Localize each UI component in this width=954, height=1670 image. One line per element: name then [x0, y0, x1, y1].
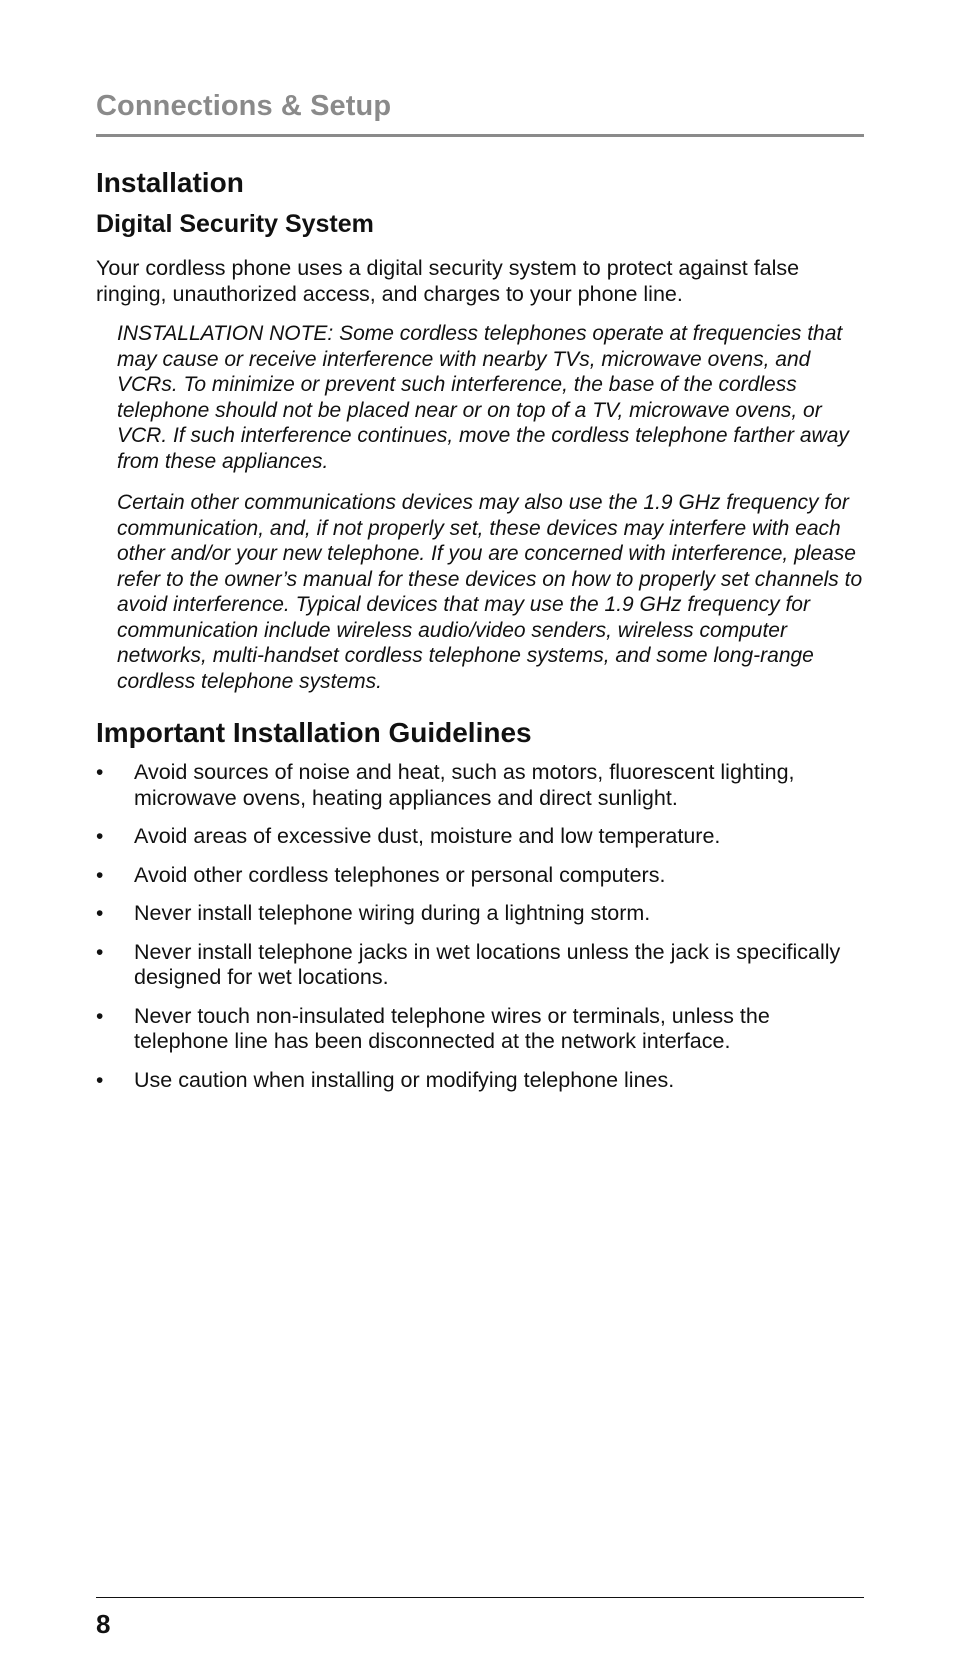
- subsection-title: Digital Security System: [96, 210, 374, 238]
- list-item: [96, 901, 864, 927]
- frequency-note: Certain other communications devices may also use the 1.9 GHz frequency for communication, and, if not properly set, these devices may interfere with each other and/or your new telephone. If you are concerned with interference, please refer to the owner’s manual for these devices on how to properly set channels to avoid interference. Typical devices that may use the 1.9 GHz frequency for communication include wireless audio/video senders, wireless computer networks, multi-handset cordless telephone systems, and some long-range cordless telephone systems.: [117, 491, 863, 693]
- guidelines-list: [96, 760, 864, 1093]
- footer-rule: [96, 1597, 864, 1598]
- bullet-icon: •: [96, 1004, 104, 1028]
- list-item-text: Avoid other cordless telephones or personal computers.: [134, 862, 666, 887]
- guidelines-title: Important Installation Guidelines: [96, 717, 532, 748]
- bullet-icon: •: [96, 761, 104, 784]
- list-item-text: Avoid sources of noise and heat, such as motors, fluorescent lighting, microwave ovens, heating appliances and direct sunlight.: [134, 760, 795, 810]
- page-content: [96, 166, 864, 1106]
- list-item-text: Never touch non-insulated telephone wires or terminals, unless the telephone line has been disconnected at the network interface.: [134, 1003, 770, 1053]
- bullet-icon: •: [96, 863, 104, 887]
- intro-paragraph: Your cordless phone uses a digital security system to protect against false ringing, unauthorized access, and charges to your phone line.: [96, 256, 800, 306]
- list-item: [96, 1068, 864, 1094]
- bullet-icon: •: [96, 1068, 104, 1092]
- list-item-text: Use caution when installing or modifying telephone lines.: [134, 1067, 675, 1092]
- running-head: Connections & Setup: [96, 90, 392, 122]
- list-item: [96, 940, 864, 991]
- bullet-icon: •: [96, 902, 104, 925]
- bullet-icon: •: [96, 825, 104, 848]
- bullet-icon: •: [96, 940, 104, 964]
- list-item: [96, 760, 864, 811]
- header-rule: [96, 134, 864, 137]
- list-item-text: Never install telephone jacks in wet locations unless the jack is specifically designed for wet locations.: [134, 939, 841, 989]
- list-item-text: Never install telephone wiring during a lightning storm.: [134, 901, 651, 925]
- list-item: [96, 1004, 864, 1055]
- manual-page: [96, 0, 864, 1670]
- installation-note: INSTALLATION NOTE: Some cordless telephones operate at frequencies that may cause or receive interference with nearby TVs, microwave ovens, and VCRs. To minimize or prevent such interference, the base of the cordless telephone should not be placed near or on top of a TV, microwave ovens, or VCR. If such interference continues, move the cordless telephone farther away from these appliances.: [117, 322, 849, 473]
- page-number: 8: [96, 1609, 111, 1639]
- list-item-text: Avoid areas of excessive dust, moisture and low temperature.: [134, 824, 721, 848]
- section-title: Installation: [96, 167, 244, 198]
- list-item: [96, 863, 864, 889]
- list-item: [96, 824, 864, 850]
